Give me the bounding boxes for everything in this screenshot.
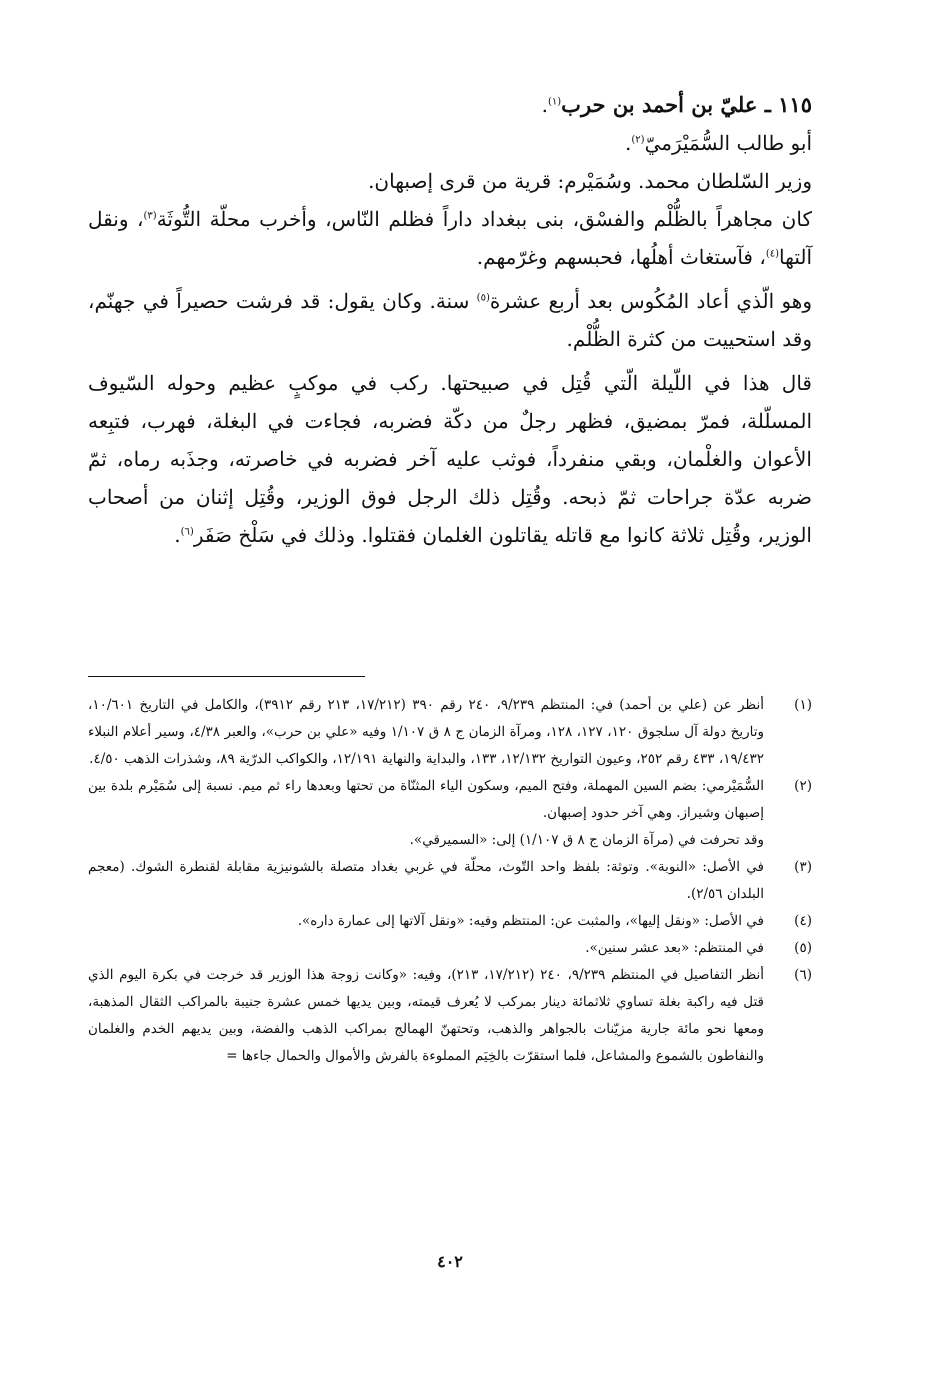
paragraph-taxes [88,282,812,358]
paragraph-assassination [88,364,812,554]
footnote-text [88,692,764,773]
footnote [88,962,812,1070]
text: كان مجاهراً بالظُّلْم والفسْق، بنى ببغداد داراً فظلم النّاس، وأخرب محلّة التُّوثَة [156,207,812,231]
text: سنة. وكان يقول: قد فرشت حصيراً في جهنّم، وقد استحييت من كثرة الظُّلْم. [88,289,812,351]
page-number: ٤٠٢ [437,1252,463,1271]
footnotes [88,692,812,1070]
footnote-paragraph: أنظر عن (علي بن أحمد) في: المنتظم ٩/٢٣٩، ٢٤٠ رقم ٣٩٠ (١٧/٢١٢، ٢١٣ رقم ٣٩١٢)، والكامل في التاريخ ١٠/٦٠١، وتاريخ دولة آل سلجوق ١٢٠، ١٢٧، ١٢٨، ومرآة الزمان ج ٨ ق ١/١٠٧ وفيه «علي بن حرب»، والعبر ٤/٣٨، وسير أعلام النبلاء ١٩/٤٣٢، ٤٣٣ رقم ٢٥٢، وعيون التواريخ ١٢/١٣٢، ١٣٣، والبداية والنهاية ١٢/١٩١، والكواكب الدرّية ٨٩، وشذرات الذهب ٤/٥٠. [88,697,765,767]
entry-title-line: ١١٥ ـ عليّ بن أحمد بن حرب$^{(١)}$. [541,92,812,117]
main-text [88,86,812,554]
footnote-paragraph: في الأصل: «النوبة». وتوثة: بلفظ واحد التّوث، محلّة في غربي بغداد متصلة بالشونيزية مقابلة لقنطرة الشوك. (معجم البلدان ٢/٥٦). [88,859,764,902]
footnote-ref: (١) [547,96,562,108]
footnote-ref: (٦) [180,526,194,538]
text: ، فآستغاث أهلُها، فحبسهم وغرّمهم. [476,245,766,269]
footnote-number: (٥) [794,940,812,956]
entry-name-line [88,124,812,162]
footnote-text [88,935,764,962]
text: وهو الّذي أعاد المُكُوس بعد أربع عشرة [489,289,813,313]
paragraph-vizier: وزير السّلطان محمد. وسُمَيْرم: قرية من قرى إصبهان. [368,169,812,193]
footnote-ref: (٥) [476,292,490,304]
footnote-text [88,854,764,908]
page [88,86,813,1271]
footnote-ref: (٣) [143,210,157,222]
footnote [88,935,812,962]
text: ، ونقل آلتها [88,207,812,269]
footnote-text [88,773,764,854]
footnote-paragraph: في الأصل: «ونقل إليها»، والمثبت عن: المنتظم وفيه: «ونقل آلاتها إلى عمارة داره». [297,913,764,929]
footnote [88,908,812,935]
footnote-text [88,908,764,935]
footnote-number: (٦) [794,967,812,983]
footnote-separator [88,676,365,677]
footnote [88,692,812,773]
footnote-number: (٣) [794,859,812,875]
entry-title: ١١٥ ـ عليّ بن أحمد بن حرب [561,92,812,117]
text: قال هذا في اللّيلة الّتي قُتِل في صبيحتها. ركب في موكبٍ عظيم وحوله السّيوف المسلّلة، فمرّ بمضيق، فظهر رجلٌ من دكّة فضربه، فجاءت في البغلة، فهرب، فتبِعه الأعوان والغلْمان، وبقي منفرداً، فوثب عليه آخر فضربه في خاصرته، وجذَبه رماه، ثمّ ضربه عدّة جراحات ثمّ ذبحه. وقُتِل ذلك الرجل فوق الوزير، وقُتِل إثنان من أصحاب الوزير، وقُتِل ثلاثة كانوا مع قاتله يقاتلون الغلمان فقتلوا. وذلك في سَلْخ صَفَر [88,371,812,547]
footnote-ref: (٤) [765,248,779,260]
footnote-text [88,962,764,1070]
footnote [88,854,812,908]
footnote-number: (٤) [794,913,812,929]
footnote-number: (٢) [794,778,812,794]
footnote-paragraph: وقد تحرفت في (مرآة الزمان ج ٨ ق ١/١٠٧) إلى: «السميرقي». [409,832,764,848]
footnote-number: (١) [794,697,812,713]
punctuation: . [174,523,181,547]
footnote-paragraph: في المنتظم: «بعد عشر سنين». [585,940,764,956]
footnote-paragraph: السُّمَيْرمي: بضم السين المهملة، وفتح الميم، وسكون الياء المثنّاة من تحتها وبعدها راء ثم ميم. نسبة إلى سُمَيْرم بلدة بين إصبهان وشيراز. وهي آخر حدود إصبهان. [88,778,764,821]
paragraph-oppression [88,200,812,276]
punctuation: . [625,131,632,155]
footnote-paragraph: أنظر التفاصيل في المنتظم ٩/٢٣٩، ٢٤٠ (١٧/٢١٢، ٢١٣)، وفيه: «وكانت زوجة هذا الوزير قد خرجت في بكرة اليوم الذي قتل فيه راكبة بغلة تساوي ثلاثمائة دينار بمركب لا يُعرف قيمته، وبين يديها خمس عشرة جنيبة بالمراكب الثقال المذهبة، ومعها نحو مائة جارية مزيّنات بالجواهر والذهب، وتحتهنّ الهمالج بمراكب الذهب والفضة، وبين يديهم الخدم والغلمان والنفاطون بالشموع والمشاعل، فلما استقرّت بالخِيَم المملوءة بالفرش والأموال والحمال جاءها = [88,967,765,1064]
entry-name: أبو طالب السُّمَيْرَميّ [644,131,812,155]
footnote [88,773,812,854]
footnote-ref: (٢) [631,134,645,146]
